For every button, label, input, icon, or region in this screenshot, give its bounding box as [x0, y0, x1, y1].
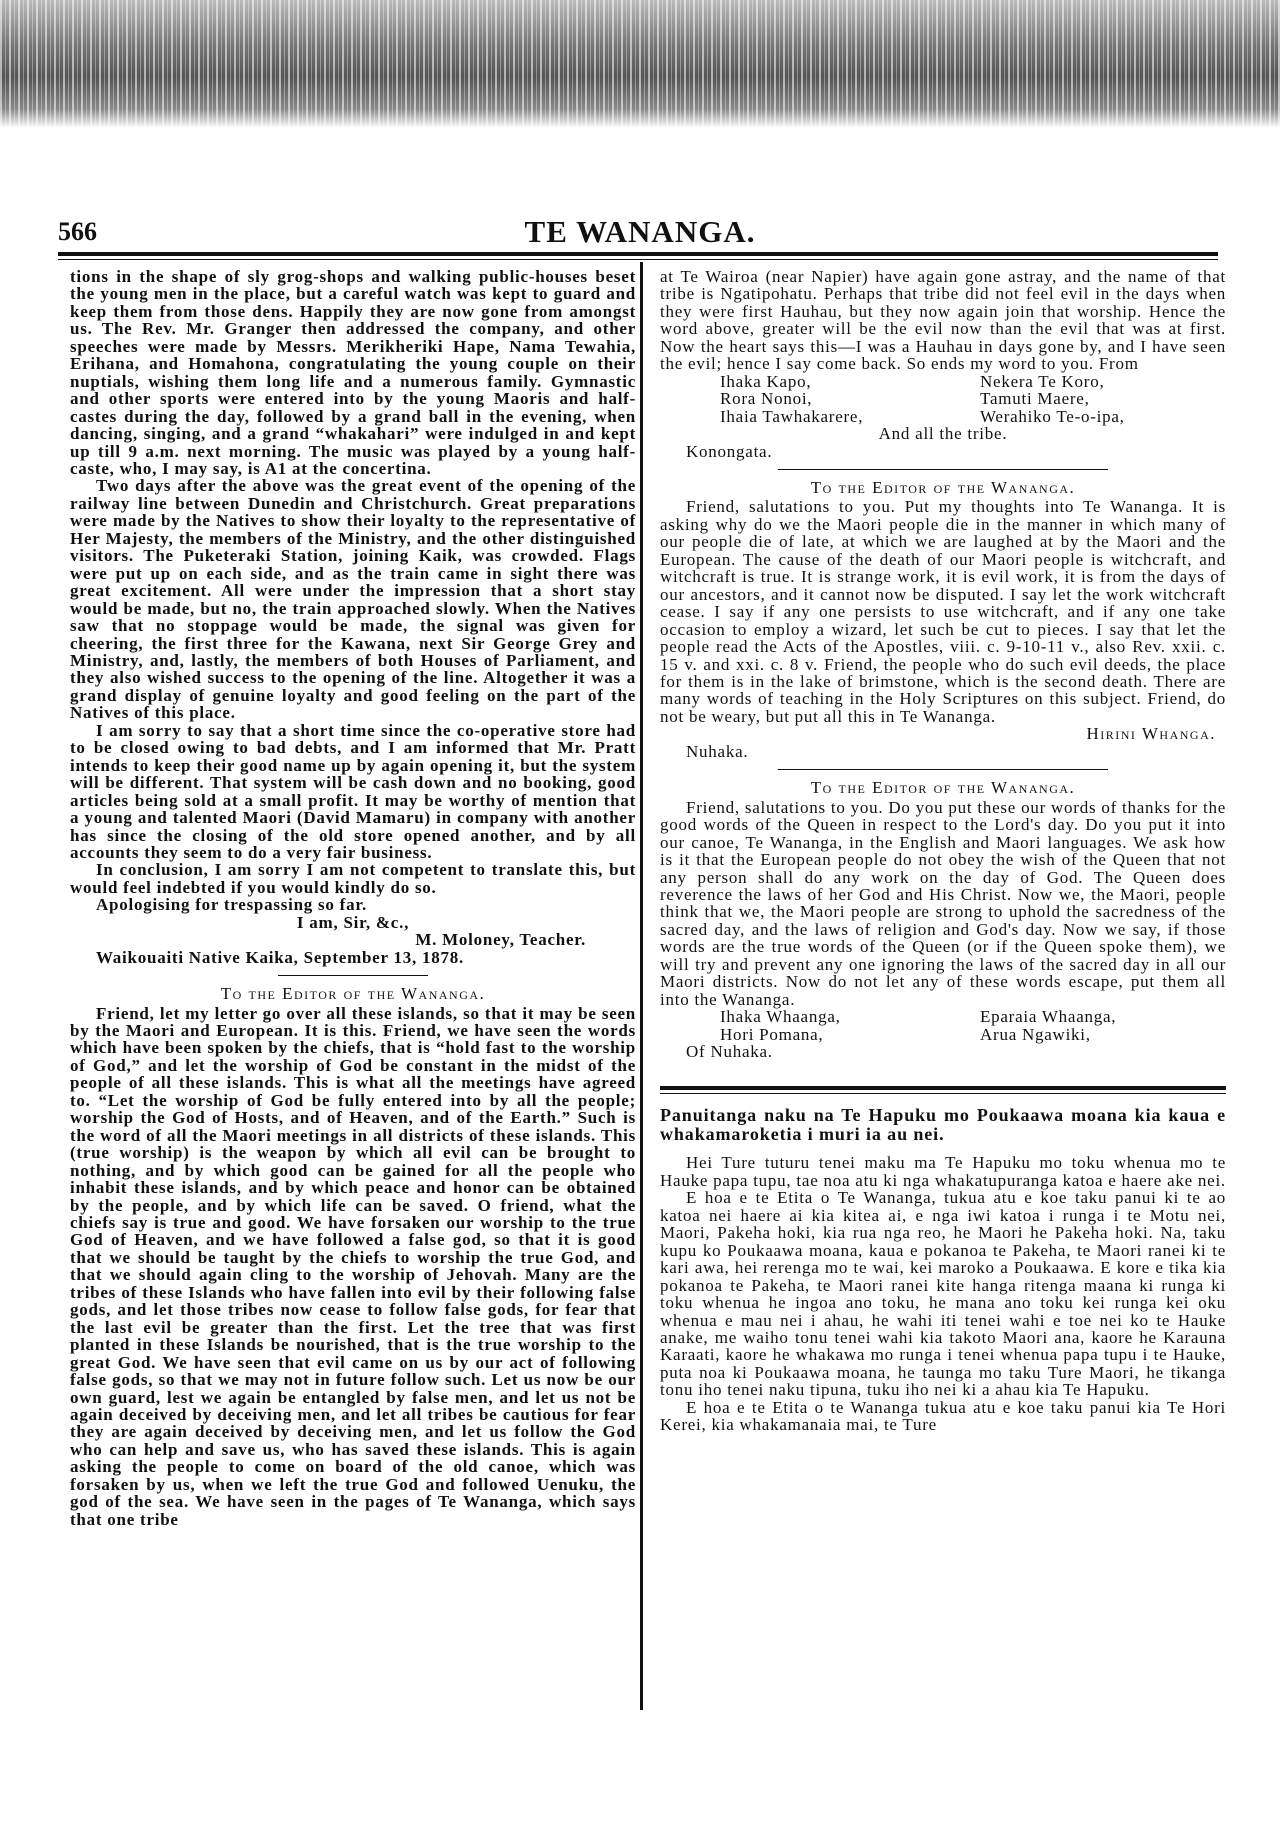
letter-body: Friend, salutations to you. Put my thoughts into Te Wananga. It is asking why do we the Maori people die in the manner in which many of our people die of late, at which we are laughed at by the Maori and the European. The cause of the death of our Maori people is witchcraft, and witchcraft is true. It is strange work, it is evil work, it is from the days of our ancestors, and it cannot now be disputed. I say let the work witchcraft cease. I say if any one persists to use witchcraft, and if any one take occasion to employ a wizard, let such be cut to pieces. I say that let the people read the Acts of the Apostles, viii. c. 9-10-11 v., also Rev. xxii. c. 15 v. and xxi. c. 8 v. Friend, the people who do such evil deeds, the place for them is in the lake of brimstone, which is the second death. There are many words of teaching in the Holy Scriptures on this subject. Friend, do not be weary, but put all this in Te Wananga.: [660, 497, 1226, 726]
header-rule-thin: [58, 259, 1218, 260]
letter-place: Nuhaka.: [686, 741, 749, 761]
signatory: Eparaia Whaanga,: [980, 1007, 1117, 1027]
letter-closing: I am, Sir, &c.,: [296, 912, 410, 932]
notice-paragraph: Hei Ture tuturu tenei maku ma Te Hapuku mo toku whenua mo te Hauke papa tupu, tae noa atu ki nga whakatupuranga katoa e haere ake nei.: [660, 1153, 1226, 1190]
letter-place-date: Waikouaiti Native Kaika, September 13, 1878.: [96, 947, 464, 967]
letter-signature: M. Moloney, Teacher.: [415, 930, 586, 950]
signatory: Ihaka Kapo,: [720, 371, 812, 391]
page-number: 566: [58, 217, 97, 246]
scan-noise-band: [0, 0, 1280, 128]
signatory: Arua Ngawiki,: [980, 1024, 1091, 1044]
signatory: Ihaka Whaanga,: [720, 1007, 841, 1027]
signatory-tribe: And all the tribe.: [878, 424, 1008, 444]
letter-place: Of Nuhaka.: [686, 1042, 773, 1062]
letter-body: at Te Wairoa (near Napier) have again gone astray, and the name of that tribe is Ngatipohatu. Perhaps that tribe did not feel evil in the days when they were first Hauhau, but they now again join that worship. Hence the word above, greater will be the evil now than the evil that was at first. Now the heart says this—I was a Hauhau in days gone by, and I have seen the evil; hence I say come back. So ends my word to you. From: [660, 267, 1226, 374]
letter-place: Konongata.: [686, 441, 773, 461]
header-rule: [58, 252, 1218, 256]
section-rule: [778, 469, 1108, 470]
letter-signature: Hirini Whanga.: [1086, 724, 1216, 744]
letter-heading: To the Editor of the Wananga.: [810, 778, 1076, 798]
signatories: [660, 373, 1226, 425]
signatory: Ihaia Tawhakarere,: [720, 406, 864, 426]
masthead-title: TE WANANGA.: [524, 214, 756, 249]
letter-body: Friend, let my letter go over all these islands, so that it may be seen by the Maori and European. It is this. Friend, we have seen the words which have been spoken by the chiefs, that is “hold fast to the worship of God,” and let the worship of God be constant in the midst of the people of all these islands. This is what all the meetings have agreed to. “Let the worship of God be fully entered into by all the people; worship the God of Hosts, and of Heaven, and of the Earth.” Such is the word of all the Maori meetings in all districts of these islands. This (true worship) is the weapon by which all evil can be brought to nothing, and by which good can be gained for all the people who inhabit these islands, and by which peace and honor can be obtained by the people, and by which life can be saved. O friend, what the chiefs say is true and good. We have forsaken our worship to the true God of Heaven, and we have followed a false god, so that it is good that we should be taught by the chiefs to worship the true God, and that we should again cling to the worship of Jehovah. Many are the tribes of these Islands who have fallen into evil by their following false gods, and let those tribes now cease to follow false gods, for fear that the last evil be greater than the first. Let the tree that was first planted in these Islands be nourished, that is the true worship to the great God. We have seen that evil came on us by our act of following false gods, so that we may not in future follow such. Let us now be our own guard, lest we again be entangled by false men, and let us not be again deceived by deceiving men, and let all tribes be cautious for fear they are again deceived by deceiving men, and let us follow the God who can help and save us, who has saved these islands. This is again asking the people to come on board of the old canoe, which was forsaken by us, when we left the true God and followed Uenuku, the god of the sea. We have seen in the pages of Te Wananga, which says that one tribe: [70, 1003, 636, 1529]
article-paragraph: In conclusion, I am sorry I am not competent to translate this, but would feel indebted if you would kindly do so.: [70, 860, 636, 897]
signatory: Tamuti Maere,: [980, 389, 1090, 409]
letter-heading: To the Editor of the Wananga.: [810, 477, 1076, 497]
section-rule-thin: [660, 1093, 1226, 1094]
article-paragraph: Apologising for trespassing so far.: [96, 895, 368, 915]
notice-paragraph: E hoa e te Etita o te Wananga tukua atu e koe taku panui kia Te Hori Kerei, kia whakamanaia mai, te Ture: [660, 1397, 1226, 1435]
article-paragraph: Two days after the above was the great event of the opening of the railway line between Dunedin and Christchurch. Great preparations were made by the Natives to show their loyalty to the representative of Her Majesty, the members of the Ministry, and the other distinguished visitors. The Puketeraki Station, joining Kaik, was crowded. Flags were put up on each side, and as the train came in sight there was great excitement. All were under the impression that a short stay would be made, but no, the train approached slowly. When the Natives saw that no stoppage would be made, the signal was given for cheering, the first three for the Kawana, next Sir George Grey and Ministry, and, lastly, the members of both Houses of Parliament, and they also wished success to the opening of the line. Altogether it was a grand display of genuine loyalty and good feeling on the part of the Natives of this place.: [70, 476, 636, 723]
signatory: Nekera Te Koro,: [980, 371, 1105, 391]
notice-heading: Panuitanga naku na Te Hapuku mo Poukaawa moana kia kaua e whakamaroketia i muri ia au nei.: [660, 1105, 1226, 1145]
letter-heading: To the Editor of the Wananga.: [220, 984, 486, 1004]
column-divider: [640, 262, 643, 1710]
signatory: Rora Nonoi,: [720, 389, 813, 409]
section-rule: [778, 769, 1108, 770]
left-column: [70, 268, 636, 1528]
section-rule: [278, 975, 428, 976]
article-paragraph: I am sorry to say that a short time since the co-operative store had to be closed owing to bad debts, and I am informed that Mr. Pratt intends to keep their good name up by again opening it, but the system will be different. That system will be cash down and no booking, good articles being sold at a small profit. It may be worthy of mention that a young and talented Maori (David Mamaru) in company with another has since the closing of the old store opened another, and by all accounts they seem to do a very fair business.: [70, 720, 636, 862]
right-column: [660, 268, 1226, 1434]
section-rule-thick: [660, 1086, 1226, 1090]
signatory: Werahiko Te-o-ipa,: [980, 406, 1125, 426]
signatory: Hori Pomana,: [720, 1024, 824, 1044]
signatories: [660, 1008, 1226, 1043]
notice-paragraph: E hoa e te Etita o Te Wananga, tukua atu e koe taku panui ki te ao katoa nei haere ai kia kitea ai, e nga iwi katoa i runga i te Motu nei, Maori, Pakeha hoki, kia rua nga reo, he Maori he Pakeha hoki. Na, taku kupu ko Poukaawa moana, kaua e pokanoa te Pakeha, te Maori ranei ki te kari awa, hei rerenga mo te wai, kei maroko a Poukaawa. E kore e tika kia pokanoa te Pakeha, te Maori ranei kite hanga ritenga maana ki runga ki toku whenua he ingoa ano toku, he mana ano toku kei runga kei oku whenua e mau nei i ahau, he wahi iti tenei wahi e toe nei ko te Hauke anake, me waiho tonu tenei wahi kia takoto Maori ana, kaore he Karauna Karaati, kaore he whakawa mo runga i tenei whenua papa tupu i te Hauke, puta noa ki Poukaawa moana, he taunga mo taku Ture Maori, he tikanga tonu iho tenei naku tipuna, tuku iho nei ki a ahau kia Te Hapuku.: [660, 1188, 1226, 1400]
article-paragraph: tions in the shape of sly grog-shops and walking public-houses beset the young men in the place, but a careful watch was kept to guard and keep them from those dens. Happily they are now gone from amongst us. The Rev. Mr. Granger then addressed the company, and other speeches were made by Messrs. Merikheriki Hape, Nama Tewahia, Erihana, and Homahona, congratulating the young couple on their nuptials, wishing them long life and a numerous family. Gymnastic and other sports were entered into by the young Maoris and half-castes during the day, followed by a grand ball in the evening, when dancing, singing, and a grand “whakahari” were indulged in and kept up till 9 a.m. next morning. The music was played by a young half-caste, who, I may say, is A1 at the concertina.: [70, 267, 636, 478]
letter-body: Friend, salutations to you. Do you put these our words of thanks for the good words of the Queen in respect to the Lord's day. Do you put it into our canoe, Te Wananga, in the English and Maori languages. We ask how is it that the European people do not obey the wish of the Queen that not any person shall do any work on the day of God. The Queen does reverence the laws of her God and His Christ. Now we, the Maori, people think that we, the Maori people are strong to uphold the sacredness of the sacred day, and the laws of religion and God's day. Now we say, if those words are the true words of the Queen (or if the Queen spoke them), we will try and prevent any one ignoring the laws of the sacred day in all our Maori districts. Now do not let any of these words escape, put them all into the Wananga.: [660, 797, 1226, 1009]
